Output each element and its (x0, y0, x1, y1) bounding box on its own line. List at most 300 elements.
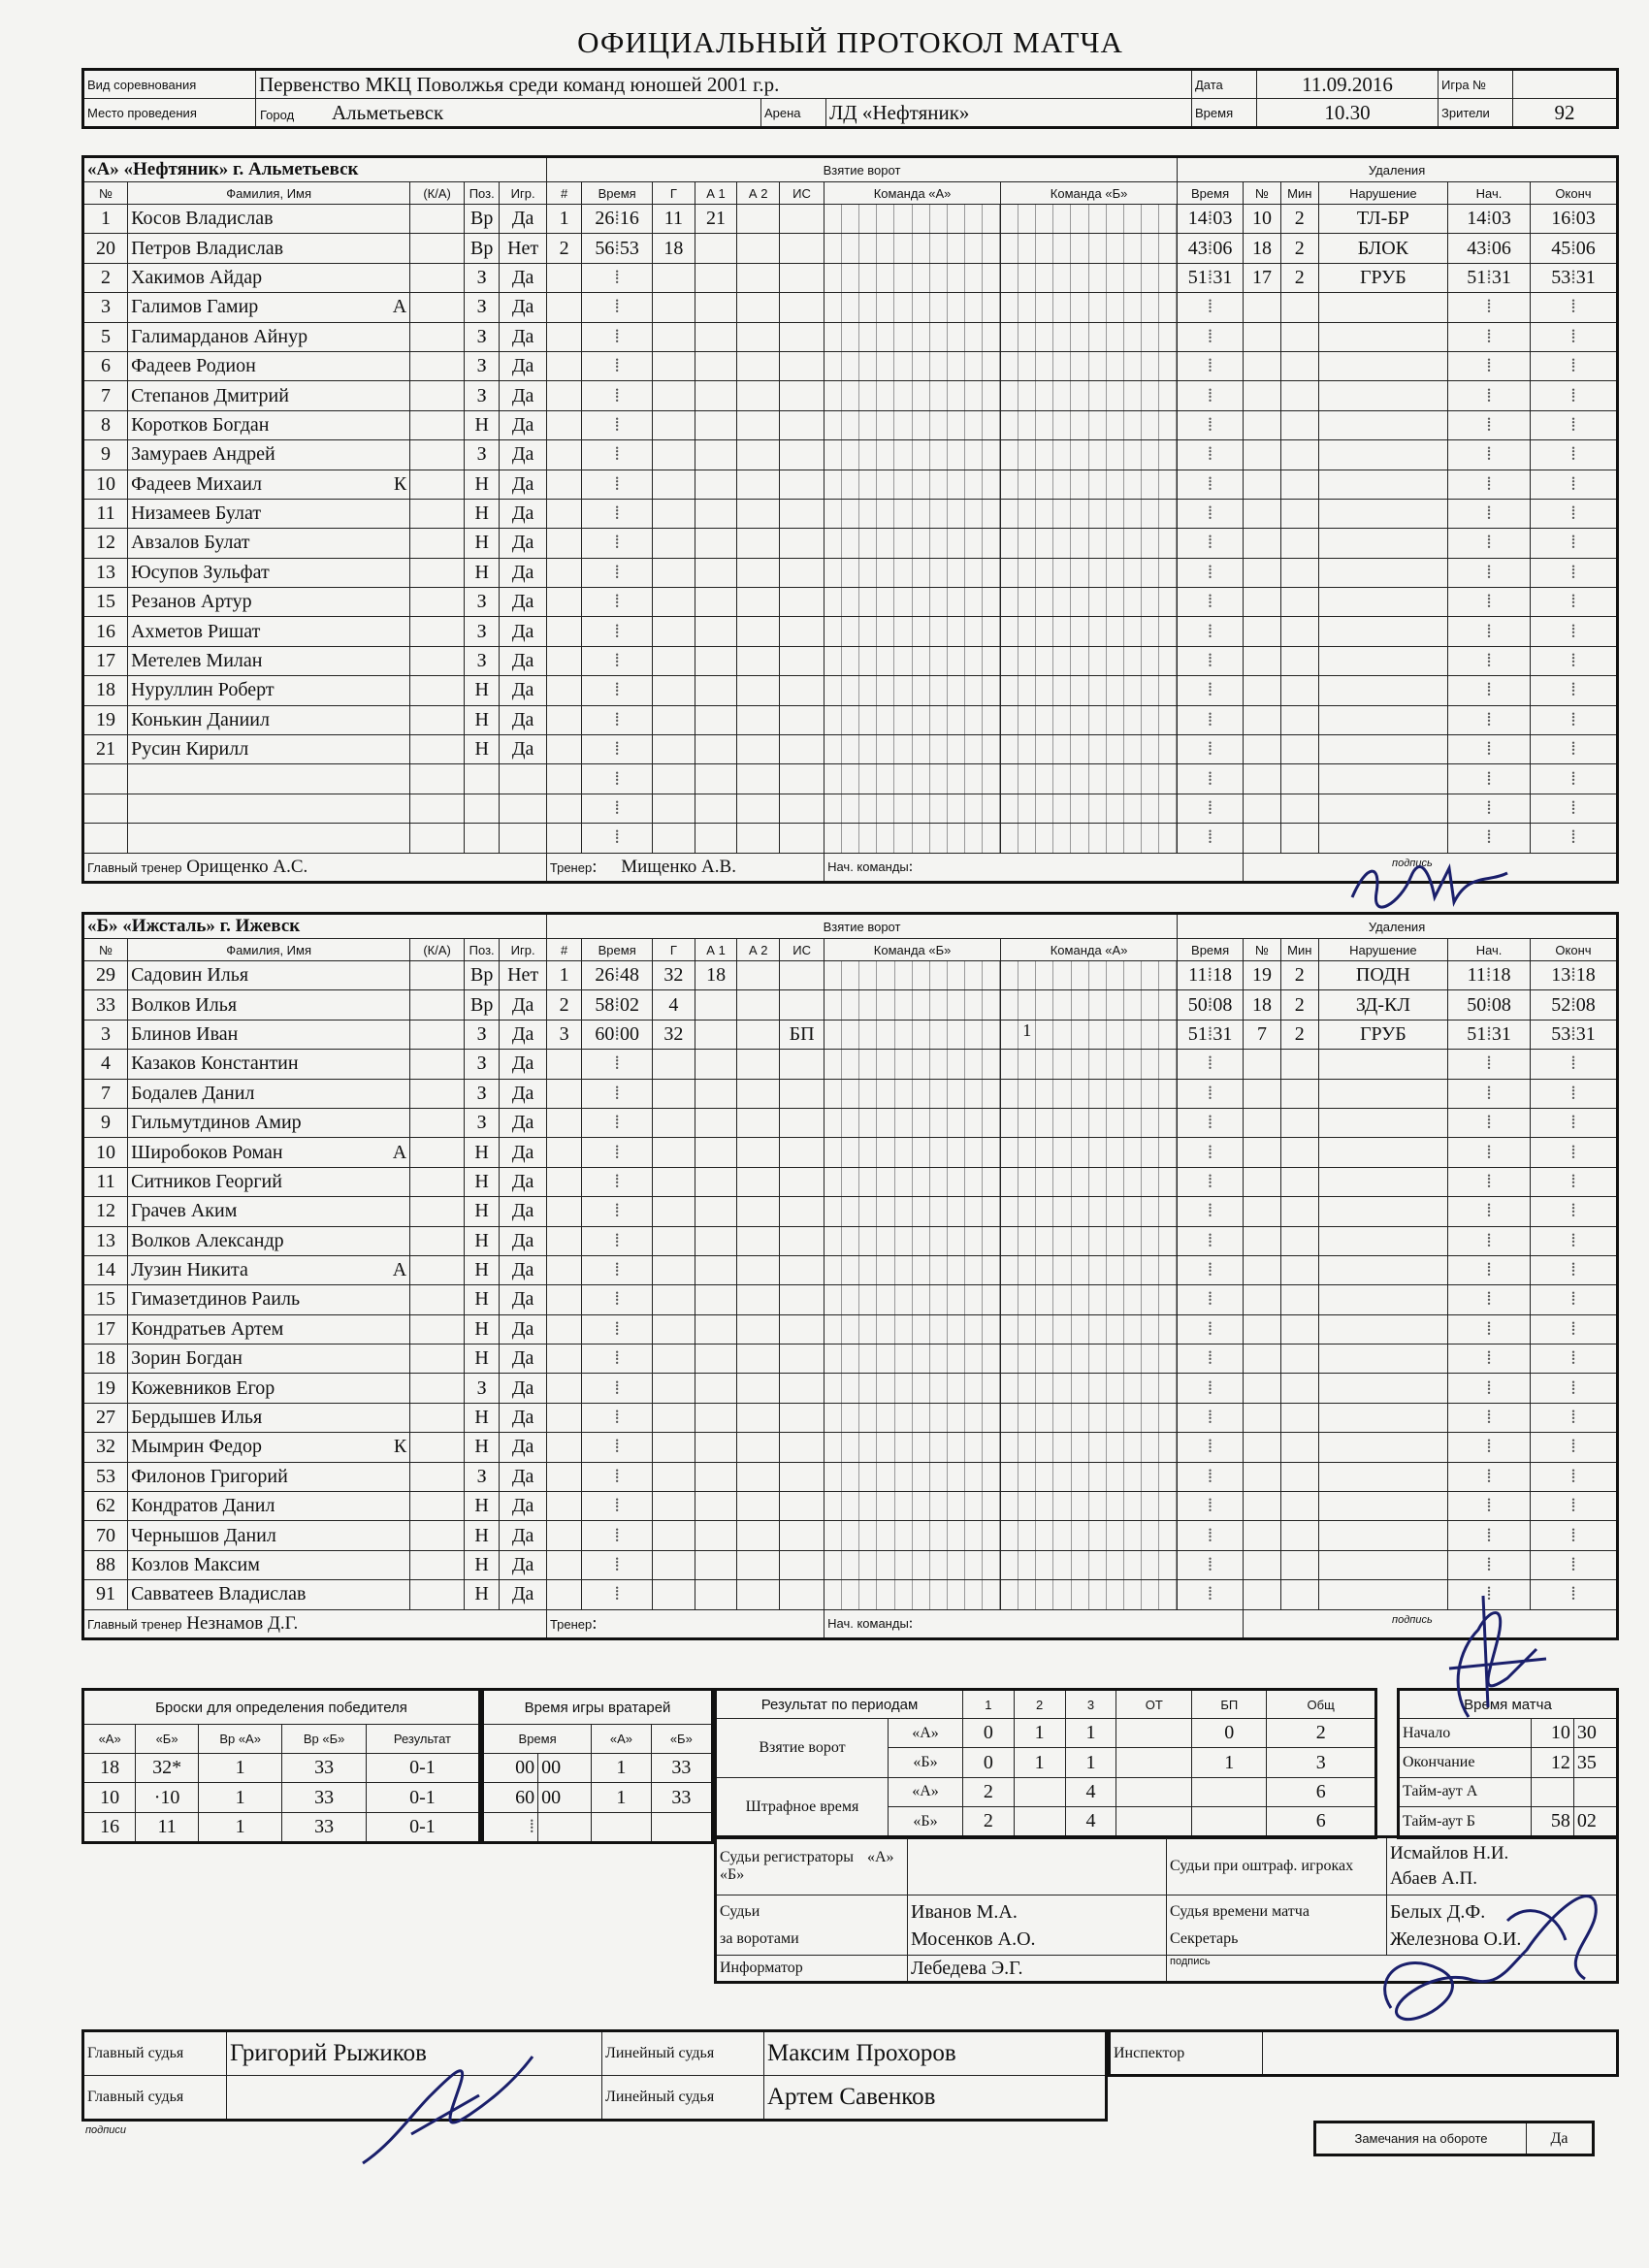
pen-end-s: 06 (1575, 237, 1596, 259)
teamB-player-row: 70 Чернышов Данил Н Да ⁞ ⁞ ⁞ ⁞ (83, 1521, 1618, 1550)
pim-a-p3: 4 (1065, 1777, 1116, 1806)
player-play: Да (500, 705, 547, 734)
goalie-time-col-a: «А» (592, 1725, 651, 1754)
pen-start-s: 31 (1491, 266, 1511, 288)
shootout-cell: 0-1 (366, 1783, 479, 1812)
player-name (128, 794, 410, 823)
teamB-goal-grid (1001, 990, 1178, 1020)
shootout-row (83, 1812, 480, 1842)
player-ka-cell (410, 1020, 465, 1049)
teamA-player-row: 16 Ахметов Ришат З Да ⁞ ⁞ ⁞ ⁞ (83, 617, 1618, 646)
pen-ss: 31 (1212, 266, 1233, 288)
pen-num: 17 (1244, 263, 1281, 292)
player-ka-cell (410, 1374, 465, 1403)
head-ref-1: Григорий Рыжиков (227, 2031, 602, 2076)
teamB-player-row: 19 Кожевников Егор З Да ⁞ ⁞ ⁞ ⁞ (83, 1374, 1618, 1403)
player-play: Да (500, 499, 547, 528)
player-name-text: Волков Александр (131, 1229, 284, 1251)
player-pos: Н (465, 735, 500, 764)
player-ka-cell (410, 1197, 465, 1226)
goals-b-p1: 0 (963, 1748, 1015, 1777)
timeout-a-m (1573, 1777, 1617, 1806)
teamB-col-g_a2: А 2 (737, 939, 780, 961)
goal-a1 (695, 1020, 737, 1049)
player-pos: Н (464, 1167, 499, 1196)
game-label: Игра № (1439, 70, 1513, 99)
player-pos (465, 764, 500, 794)
player-ka-cell (410, 1345, 465, 1374)
player-name (128, 676, 410, 705)
pen-start-s: 18 (1491, 964, 1511, 987)
player-play: Да (500, 676, 547, 705)
player-name-text: Галимарданов Айнур (131, 325, 308, 347)
player-ka-cell (410, 1079, 465, 1108)
teamB-goal-grid (1001, 1580, 1178, 1609)
teamB-col-pos: Поз. (464, 939, 499, 961)
player-play: Да (500, 322, 547, 351)
player-name (128, 1462, 410, 1491)
teamB-goal-grid (1001, 1521, 1178, 1550)
trainer-label: Тренер (549, 859, 593, 875)
teamA-player-row: 9 Замураев Андрей З Да ⁞ ⁞ ⁞ ⁞ (83, 440, 1618, 470)
goal-n: 3 (546, 1020, 581, 1049)
teamB-col-num: № (83, 939, 128, 961)
player-pos: Н (464, 1345, 499, 1374)
teamA-col-g_time: Время (582, 182, 653, 205)
goal-time: 56⁞53 (582, 234, 653, 263)
player-ka-cell (410, 293, 465, 322)
goal-a2 (737, 990, 780, 1020)
teamB-player-row: 18 Зорин Богдан Н Да ⁞ ⁞ ⁞ ⁞ (83, 1345, 1618, 1374)
pen-num: 10 (1244, 205, 1281, 234)
player-ka-cell (410, 735, 465, 764)
player-play: Нет (500, 961, 547, 990)
pim-b-bp (1192, 1807, 1267, 1837)
player-pos: Н (464, 1255, 499, 1284)
player-play: Да (500, 1020, 547, 1049)
player-pos (465, 794, 500, 823)
pen-end-s: 03 (1575, 208, 1596, 230)
player-play: Да (500, 410, 547, 439)
pen-num: 19 (1244, 961, 1281, 990)
teamA-trainer-cell: Тренер: Мищенко А.В. (546, 853, 824, 882)
pen-end: 52⁞08 (1531, 990, 1618, 1020)
teamA-col-p_end: Оконч (1530, 182, 1617, 205)
player-pos: З (465, 440, 500, 470)
officials-sign-label: подпись (1170, 1956, 1211, 1967)
pen-time: 11⁞18 (1178, 961, 1244, 990)
captain-label: Нач. команды (827, 859, 909, 874)
player-play: Да (500, 440, 547, 470)
pen-mm: 51 (1187, 1022, 1208, 1045)
period-col-1: 1 (963, 1690, 1015, 1719)
player-num: 12 (83, 1197, 128, 1226)
player-play: Да (500, 617, 547, 646)
pen-start: 50⁞08 (1448, 990, 1531, 1020)
player-name-text: Степанов Дмитрий (131, 384, 289, 406)
player-name (128, 705, 410, 734)
header-table (81, 68, 1619, 129)
player-num: 11 (83, 499, 128, 528)
coach-label: Главный тренер (87, 1616, 182, 1632)
goals-a-p2: 1 (1014, 1719, 1065, 1748)
player-name-text: Фадеев Михаил (131, 472, 262, 495)
penbox-name-1: Исмайлов Н.И. (1390, 1843, 1509, 1863)
player-pos: З (464, 1374, 499, 1403)
teamA-pen-title: Удаления (1178, 157, 1618, 182)
player-play (500, 764, 547, 794)
linesman-1: Максим Прохоров (764, 2031, 1107, 2076)
player-ka-cell (410, 1580, 465, 1609)
registrars-label-cell (716, 1837, 908, 1895)
linesman-label-1: Линейный судья (602, 2031, 764, 2076)
player-name-text: Резанов Артур (131, 591, 252, 613)
goal-time: 26⁞16 (582, 205, 653, 234)
player-pos: Н (464, 1314, 499, 1344)
player-play: Да (500, 381, 547, 410)
player-num: 20 (83, 234, 128, 263)
teamB-goal-grid (1001, 1374, 1178, 1403)
teamB-col-p_num: № (1244, 939, 1281, 961)
player-name-text: Фадеев Родион (131, 355, 256, 377)
pen-min: 2 (1280, 234, 1318, 263)
player-name (128, 1285, 410, 1314)
goal-judges-label-cell (716, 1895, 908, 1956)
teamA-player-row (83, 234, 1618, 263)
player-name-text: Филонов Григорий (131, 1465, 288, 1487)
pen-mm: 14 (1187, 208, 1208, 230)
referees-sign-label: подписи (85, 2124, 127, 2136)
player-ka-cell (410, 381, 465, 410)
teamB-goal-grid (824, 1492, 1001, 1521)
teamB-player-row: 12 Грачев Аким Н Да ⁞ ⁞ ⁞ ⁞ (83, 1197, 1618, 1226)
registrars-b: «Б» (720, 1866, 745, 1883)
teamB-col-g_g: Г (653, 939, 695, 961)
player-play: Да (500, 1550, 547, 1579)
player-num: 11 (83, 1167, 128, 1196)
player-name-text: Кондратьев Артем (131, 1317, 284, 1340)
match-end-m: 35 (1573, 1748, 1617, 1777)
shootout-cell: 18 (83, 1754, 136, 1783)
player-pos: Н (465, 529, 500, 558)
teamB-goal-grid (824, 1374, 1001, 1403)
player-num: 88 (83, 1550, 128, 1579)
notes-label: Замечания на обороте (1315, 2122, 1527, 2155)
teamA-player-row: 21 Русин Кирилл Н Да ⁞ ⁞ ⁞ ⁞ (83, 735, 1618, 764)
player-pos: З (465, 351, 500, 380)
teamA-player-row: ⁞ ⁞ ⁞ ⁞ (83, 824, 1618, 853)
notes-table (1313, 2121, 1595, 2156)
teamB-goal-grid (824, 1050, 1001, 1079)
player-play: Да (500, 1138, 547, 1167)
teamB-goal-grid (1001, 1314, 1178, 1344)
teamB-goal-grid (824, 1226, 1001, 1255)
shootout-col: «А» (83, 1725, 136, 1754)
teamB-col-p_end: Оконч (1531, 939, 1618, 961)
teamA-player-row: 2 Хакимов Айдар З Да ⁞ 51⁞31 17 2 ГРУБ 51⁞31 53⁞31 (83, 263, 1618, 292)
player-ka: К (393, 1436, 407, 1458)
player-name-text: Грачев Аким (131, 1200, 238, 1222)
player-name-text: Ахметов Ришат (131, 620, 261, 642)
goal-n: 1 (546, 961, 581, 990)
secretary-label: Секретарь (1170, 1929, 1239, 1947)
goal-is (780, 234, 824, 263)
player-name (128, 558, 410, 587)
timeout-b-m: 02 (1573, 1807, 1617, 1837)
goal-judges-label2: за воротами (720, 1929, 799, 1947)
player-name-text: Савватеев Владислав (131, 1583, 307, 1605)
teamA-col-p_inf: Нарушение (1318, 182, 1447, 205)
match-end-h: 12 (1532, 1748, 1573, 1777)
teamA-col-g_a1: А 1 (695, 182, 737, 205)
goal-n: 1 (546, 205, 581, 234)
player-ka-cell (410, 499, 465, 528)
teamB-player-row (83, 990, 1618, 1020)
pim-team-a: «А» (889, 1777, 963, 1806)
player-name (128, 293, 410, 322)
player-name-text: Гимазетдинов Раиль (131, 1288, 301, 1311)
pen-ss: 06 (1212, 237, 1233, 259)
pen-mm: 50 (1187, 993, 1208, 1016)
goal-mm: 58 (595, 993, 615, 1016)
teamA-player-row: ⁞ ⁞ ⁞ ⁞ (83, 764, 1618, 794)
player-name (128, 1138, 410, 1167)
player-ka-cell (410, 1167, 465, 1196)
pen-start-s: 03 (1491, 208, 1511, 230)
pen-end-m: 53 (1551, 1022, 1571, 1045)
pen-start: 51⁞31 (1448, 1020, 1531, 1049)
teamB-goal-grid (824, 1020, 1001, 1049)
teamA-goal-grid (1001, 205, 1178, 234)
teamA-goal-grid (824, 440, 1001, 470)
player-name-text: Ситников Георгий (131, 1170, 282, 1192)
teamA-goal-grid (1001, 234, 1178, 263)
teamA-goal-grid (1001, 617, 1178, 646)
teamB-player-row: 17 Кондратьев Артем Н Да ⁞ ⁞ ⁞ ⁞ (83, 1314, 1618, 1344)
player-name (128, 499, 410, 528)
teamA-goal-grid (824, 293, 1001, 322)
teamA-col-num: № (83, 182, 128, 205)
pen-num: 18 (1244, 990, 1281, 1020)
player-pos: Н (464, 1550, 499, 1579)
timekeeper-label-cell (1167, 1895, 1387, 1956)
teamB-goal-grid (1001, 1108, 1178, 1137)
teamA-player-row: 6 Фадеев Родион З Да ⁞ ⁞ ⁞ ⁞ (83, 351, 1618, 380)
player-num (83, 794, 128, 823)
match-end-label: Окончание (1399, 1748, 1532, 1777)
player-pos: Вр (464, 961, 499, 990)
teamB-goal-grid (824, 961, 1001, 990)
player-pos: Н (464, 1285, 499, 1314)
goalie-mm: 60 (483, 1783, 538, 1812)
player-pos: Н (464, 1580, 499, 1609)
pen-end-m: 45 (1551, 237, 1571, 259)
player-name (128, 263, 410, 292)
player-pos: Н (465, 499, 500, 528)
goal-scorer: 4 (653, 990, 695, 1020)
competition-label: Вид соревнования (83, 70, 256, 99)
pim-b-total: 6 (1267, 1807, 1376, 1837)
player-num: 3 (83, 293, 128, 322)
teamB-player-row: 91 Савватеев Владислав Н Да ⁞ ⁞ ⁞ ⁞ (83, 1580, 1618, 1609)
teamB-trainer-cell: Тренер: (546, 1609, 824, 1638)
inspector-label: Инспектор (1110, 2031, 1263, 2076)
teamA-goal-grid (1001, 381, 1178, 410)
pen-start-s: 31 (1491, 1022, 1511, 1045)
timekeeper-label: Судья времени матча (1170, 1902, 1310, 1920)
player-pos: Н (465, 558, 500, 587)
teamB-goal-grid (824, 1079, 1001, 1108)
player-num: 32 (83, 1433, 128, 1462)
teamA-col-team_b: Команда «Б» (1001, 182, 1178, 205)
goalie-time-col-b: «Б» (651, 1725, 712, 1754)
goal-a1 (695, 234, 737, 263)
shootout-cell: 1 (198, 1754, 282, 1783)
teamB-col-team_a: Команда «А» (1001, 939, 1178, 961)
teamA-player-row: 15 Резанов Артур З Да ⁞ ⁞ ⁞ ⁞ (83, 588, 1618, 617)
player-play: Да (500, 205, 547, 234)
goal-n: 2 (546, 234, 581, 263)
player-play: Да (500, 1492, 547, 1521)
teamB-goals-title: Взятие ворот (546, 914, 1177, 939)
pen-min: 2 (1280, 263, 1318, 292)
teamA-goal-grid (1001, 470, 1178, 499)
player-ka-cell (410, 646, 465, 675)
player-play: Да (500, 1345, 547, 1374)
goal-ss: 16 (619, 208, 639, 230)
period-col-3: 3 (1065, 1690, 1116, 1719)
player-name-text: Низамеев Булат (131, 502, 262, 525)
player-num: 21 (83, 735, 128, 764)
player-name-text: Метелев Милан (131, 650, 263, 672)
teamA-goal-grid (1001, 351, 1178, 380)
player-num: 16 (83, 617, 128, 646)
teamB-col-g_num: # (546, 939, 581, 961)
teamA-goal-grid (824, 263, 1001, 292)
shootout-cell: 0-1 (366, 1754, 479, 1783)
player-name (128, 1226, 410, 1255)
teamB-goal-grid (1001, 1550, 1178, 1579)
teamB-col-p_min: Мин (1280, 939, 1318, 961)
player-ka-cell (410, 1108, 465, 1137)
periods-team-b: «Б» (889, 1748, 963, 1777)
pim-b-p3: 4 (1065, 1807, 1116, 1837)
player-play: Да (500, 263, 547, 292)
player-pos: Н (464, 1197, 499, 1226)
player-pos: З (464, 1108, 499, 1137)
player-num: 3 (83, 1020, 128, 1049)
pen-end-m: 16 (1551, 208, 1571, 230)
teamA-goal-grid (1001, 588, 1178, 617)
player-name (128, 824, 410, 853)
shootout-col: Результат (366, 1725, 479, 1754)
goals-a-bp: 0 (1192, 1719, 1267, 1748)
pen-start-m: 51 (1467, 266, 1487, 288)
period-col-total: Общ (1267, 1690, 1376, 1719)
player-num: 2 (83, 263, 128, 292)
goal-time: 26⁞48 (582, 961, 653, 990)
player-pos: Н (464, 1403, 499, 1432)
secretary-name: Железнова О.И. (1390, 1928, 1522, 1950)
goals-b-bp: 1 (1192, 1748, 1267, 1777)
player-name-text: Коротков Богдан (131, 413, 270, 436)
player-name-text: Блинов Иван (131, 1022, 239, 1045)
player-num: 10 (83, 470, 128, 499)
player-play (500, 824, 547, 853)
teamA-goal-grid (1001, 646, 1178, 675)
player-ka-cell (410, 205, 465, 234)
goalie-time-row (483, 1783, 713, 1812)
player-num: 27 (83, 1403, 128, 1432)
period-col-ot: ОТ (1116, 1690, 1192, 1719)
goal-is (780, 990, 824, 1020)
teamB-player-row (83, 961, 1618, 990)
player-num (83, 824, 128, 853)
goals-a-ot (1116, 1719, 1192, 1748)
match-protocol-sheet (81, 19, 1619, 2251)
pen-start: 51⁞31 (1448, 263, 1531, 292)
shootout-cell: ·10 (136, 1783, 199, 1812)
pen-time: 14⁞03 (1178, 205, 1244, 234)
goal-ss: 00 (619, 1022, 639, 1045)
player-play: Да (500, 1403, 547, 1432)
teamB-player-row: 13 Волков Александр Н Да ⁞ ⁞ ⁞ ⁞ (83, 1226, 1618, 1255)
player-ka-cell (410, 1462, 465, 1491)
shootout-cell: 16 (83, 1812, 136, 1842)
teamB-goal-grid (824, 1138, 1001, 1167)
sign-label: подпись (1392, 857, 1433, 869)
teamA-col-p_min: Мин (1280, 182, 1318, 205)
player-name-text: Кондратов Данил (131, 1495, 275, 1517)
teamA-col-g_is: ИС (780, 182, 824, 205)
player-num: 91 (83, 1580, 128, 1609)
teamA-goal-grid (824, 824, 1001, 853)
teamA-goal-grid (1001, 764, 1178, 794)
coach-name: Орищенко А.С. (186, 856, 308, 877)
player-ka-cell (410, 1433, 465, 1462)
teamB-goal-grid (824, 990, 1001, 1020)
teamB-goal-grid (1001, 1226, 1178, 1255)
player-pos: Н (464, 1521, 499, 1550)
player-name-text: Юсупов Зульфат (131, 561, 270, 583)
pen-min: 2 (1280, 1020, 1318, 1049)
player-num: 33 (83, 990, 128, 1020)
goal-is (780, 961, 824, 990)
player-num: 10 (83, 1138, 128, 1167)
teamA-goal-grid (824, 676, 1001, 705)
penbox-label: Судьи при оштраф. игроках (1167, 1837, 1387, 1895)
player-num: 15 (83, 588, 128, 617)
player-num: 15 (83, 1285, 128, 1314)
goal-a2 (737, 1020, 780, 1049)
goal-judge-2: Мосенков А.О. (911, 1928, 1036, 1950)
pen-min: 2 (1280, 961, 1318, 990)
match-start-label: Начало (1399, 1719, 1532, 1748)
teamB-player-row: 15 Гимазетдинов Раиль Н Да ⁞ ⁞ ⁞ ⁞ (83, 1285, 1618, 1314)
teamA-heading: «А» «Нефтяник» г. Альметьевск (83, 157, 547, 182)
goal-scorer: 11 (653, 205, 695, 234)
player-num: 18 (83, 676, 128, 705)
player-name (128, 1492, 410, 1521)
goalie-time-col-time: Время (483, 1725, 592, 1754)
date-label: Дата (1192, 70, 1257, 99)
time-label: Время (1192, 99, 1257, 128)
player-ka-cell (410, 617, 465, 646)
goal-a2 (737, 234, 780, 263)
linesman-label-2: Линейный судья (602, 2076, 764, 2121)
player-name-text: Зорин Богдан (131, 1347, 242, 1370)
teamB-col-team_b: Команда «Б» (824, 939, 1001, 961)
